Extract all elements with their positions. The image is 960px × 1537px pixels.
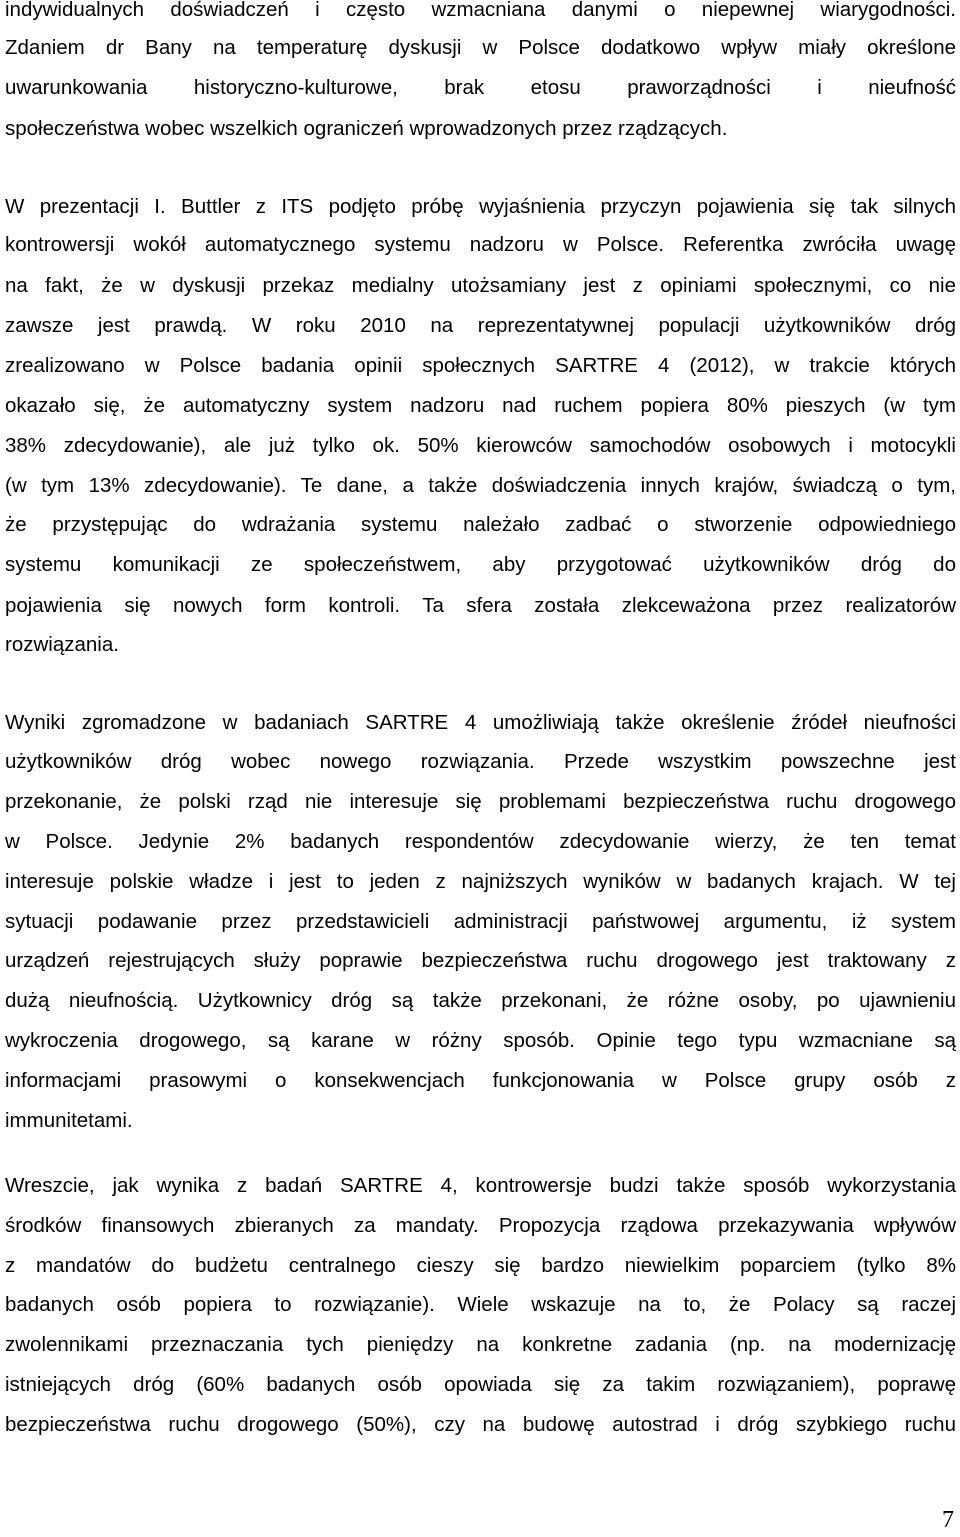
text-line: rozwiązania.: [5, 633, 119, 656]
text-line: zrealizowano w Polsce badania opinii społecznych SARTRE 4 (2012), w trakcie których: [5, 354, 956, 377]
text-line: W prezentacji I. Buttler z ITS podjęto próbę wyjaśnienia przyczyn pojawienia się tak silnych: [5, 195, 956, 218]
text-line: zawsze jest prawdą. W roku 2010 na reprezentatywnej populacji użytkowników dróg: [5, 314, 956, 337]
text-line: w Polsce. Jedynie 2% badanych respondentów zdecydowanie wierzy, że ten temat: [5, 830, 956, 853]
text-line: przekonanie, że polski rząd nie interesuje się problemami bezpieczeństwa ruchu drogowego: [5, 790, 956, 813]
text-line: na fakt, że w dyskusji przekaz medialny utożsamiany jest z opiniami społecznymi, co nie: [5, 274, 956, 297]
text-line: bezpieczeństwa ruchu drogowego (50%), czy na budowę autostrad i dróg szybkiego ruchu: [5, 1413, 956, 1436]
text-line: że przystępując do wdrażania systemu należało zadbać o stworzenie odpowiedniego: [5, 513, 956, 536]
text-line: zwolennikami przeznaczania tych pieniędzy na konkretne zadania (np. na modernizację: [5, 1333, 956, 1356]
text-line: uwarunkowania historyczno-kulturowe, brak etosu praworządności i nieufność: [5, 76, 956, 99]
text-line: badanych osób popiera to rozwiązanie). Wiele wskazuje na to, że Polacy są raczej: [5, 1293, 956, 1316]
text-line: interesuje polskie władze i jest to jeden z najniższych wyników w badanych krajach. W tej: [5, 870, 956, 893]
text-line: istniejących dróg (60% badanych osób opowiada się za takim rozwiązaniem), poprawę: [5, 1373, 956, 1396]
text-line: informacjami prasowymi o konsekwencjach funkcjonowania w Polsce grupy osób z: [5, 1069, 956, 1092]
text-line: systemu komunikacji ze społeczeństwem, aby przygotować użytkowników dróg do: [5, 553, 956, 576]
text-line: pojawienia się nowych form kontroli. Ta sfera została zlekceważona przez realizatorów: [5, 594, 956, 617]
text-line: 38% zdecydowanie), ale już tylko ok. 50% kierowców samochodów osobowych i motocykli: [5, 434, 956, 457]
text-line: kontrowersji wokół automatycznego systemu nadzoru w Polsce. Referentka zwróciła uwagę: [5, 233, 956, 256]
text-line: z mandatów do budżetu centralnego cieszy się bardzo niewielkim poparciem (tylko 8%: [5, 1254, 956, 1277]
text-line: Zdaniem dr Bany na temperaturę dyskusji w Polsce dodatkowo wpływ miały określone: [5, 36, 956, 59]
text-line: środków finansowych zbieranych za mandaty. Propozycja rządowa przekazywania wpływów: [5, 1214, 956, 1237]
text-line: immunitetami.: [5, 1109, 133, 1132]
text-line: Wreszcie, jak wynika z badań SARTRE 4, kontrowersje budzi także sposób wykorzystania: [5, 1174, 956, 1197]
page-number: 7: [942, 1507, 954, 1533]
text-line: użytkowników dróg wobec nowego rozwiązania. Przede wszystkim powszechne jest: [5, 750, 956, 773]
text-line: okazało się, że automatyczny system nadzoru nad ruchem popiera 80% pieszych (w tym: [5, 394, 956, 417]
text-line: (w tym 13% zdecydowanie). Te dane, a także doświadczenia innych krajów, świadczą o tym,: [5, 474, 956, 497]
text-line: urządzeń rejestrujących służy poprawie bezpieczeństwa ruchu drogowego jest traktowany z: [5, 949, 956, 972]
text-line: indywidualnych doświadczeń i często wzmacniana danymi o niepewnej wiarygodności.: [5, 0, 956, 21]
text-line: wykroczenia drogowego, są karane w różny sposób. Opinie tego typu wzmacniane są: [5, 1029, 956, 1052]
text-line: społeczeństwa wobec wszelkich ograniczeń wprowadzonych przez rządzących.: [5, 117, 728, 140]
text-line: Wyniki zgromadzone w badaniach SARTRE 4 umożliwiają także określenie źródeł nieufności: [5, 711, 956, 734]
text-line: sytuacji podawanie przez przedstawicieli administracji państwowej argumentu, iż system: [5, 910, 956, 933]
text-line: dużą nieufnością. Użytkownicy dróg są także przekonani, że różne osoby, po ujawnieniu: [5, 989, 956, 1012]
